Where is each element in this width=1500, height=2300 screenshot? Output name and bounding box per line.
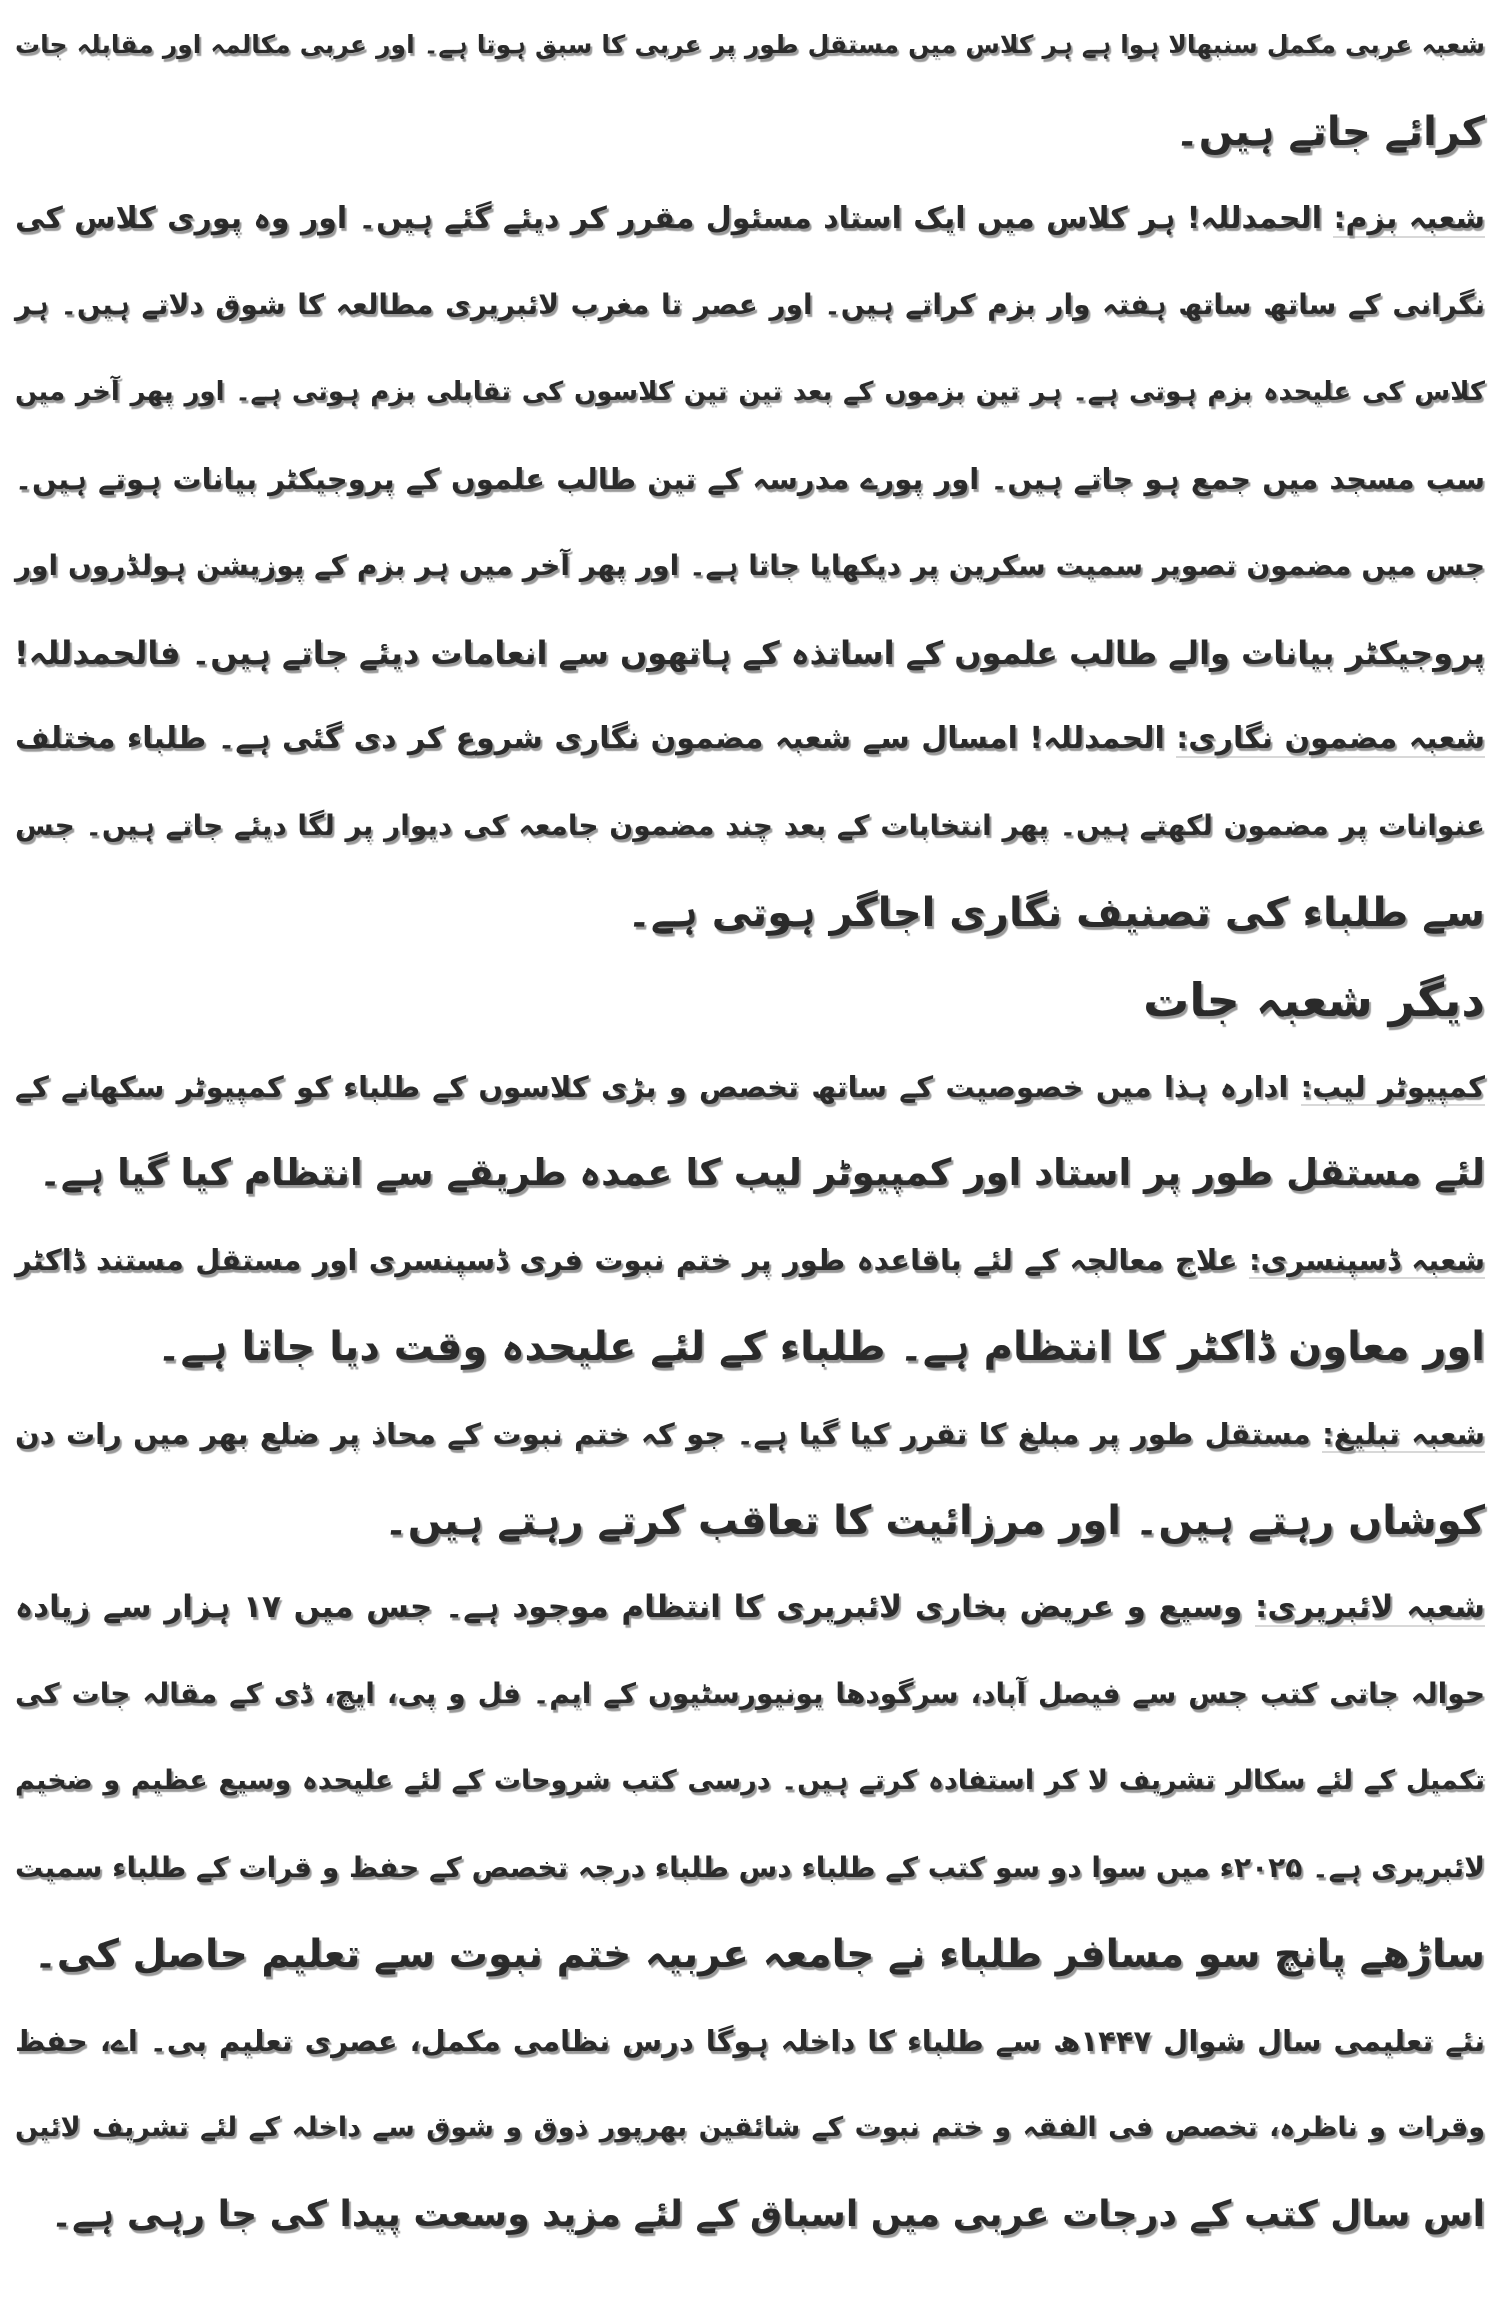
line-text: نئے تعلیمی سال شوال ۱۴۴۷ھ سے طلباء کا داخلہ ہوگا درس نظامی مکمل، عصری تعلیم بی۔ اے، حفظ [15,2024,1485,2059]
line-text: مستقل طور پر مبلغ کا تقرر کیا گیا ہے۔ جو کہ ختم نبوت کے محاذ پر ضلع بھر میں رات دن [15,1416,1323,1451]
line-text: وقرات و ناظرہ، تخصص فی الفقہ و ختم نبوت کے شائقین بھرپور ذوق و شوق سے داخلہ کے لئے تشریف لائیں [15,2112,1485,2144]
line-text: سب مسجد میں جمع ہو جاتے ہیں۔ اور پورے مدرسہ کے تین طالب علموں کے پروجیکٹر بیانات ہوتے ہیں۔ [15,462,1485,496]
text-line [15,1220,1485,1300]
text-line [15,613,1485,693]
text-line [15,179,1485,259]
line-text: اور معاون ڈاکٹر کا انتظام ہے۔ طلباء کے لئے علیحدہ وقت دیا جاتا ہے۔ [157,1324,1485,1370]
text-line [15,2175,1485,2255]
text-line [15,1394,1485,1474]
line-text: نگرانی کے ساتھ ساتھ ہفتہ وار بزم کراتے ہیں۔ اور عصر تا مغرب لائبریری مطالعہ کا شوق دلاتے ہیں۔ ہر [15,288,1485,322]
line-text: ادارہ ہذا میں خصوصیت کے ساتھ تخصص و بڑی کلاسوں کے طلباء کو کمپیوٹر سکھانے کے [15,1069,1301,1104]
line-text: شعبہ عربی مکمل سنبھالا ہوا ہے ہر کلاس میں مستقل طور پر عربی کا سبق ہوتا ہے۔ اور عربی مکالمہ اور مقابلہ جات [15,30,1485,59]
line-text: الحمدللہ! امسال سے شعبہ مضمون نگاری شروع کر دی گئی ہے۔ طلباء مختلف [15,721,1177,757]
text-line [15,2001,1485,2081]
line-text: لائبریری ہے۔ ۲۰۲۵ء میں سوا دو سو کتب کے طلباء دس طلباء درجہ تخصص کے حفظ و قرات کے طلباء سمیت [15,1850,1485,1884]
text-line [15,1915,1485,1995]
line-text: پروجیکٹر بیانات والے طالب علموں کے اساتذہ کے ہاتھوں سے انعامات دیئے جاتے ہیں۔ فالحمدللہ! [13,633,1485,672]
text-line [15,1481,1485,1561]
text-line [15,1047,1485,1127]
line-text: وسیع و عریض بخاری لائبریری کا انتظام موجود ہے۔ جس میں ۱۷ ہزار سے زیادہ [15,1589,1256,1626]
text-line [15,1307,1485,1387]
line-text: کلاس کی علیحدہ بزم ہوتی ہے۔ ہر تین بزموں کے بعد تین تین کلاسوں کی تقابلی بزم ہوتی ہے۔ اور پھر آخر میں [15,377,1485,408]
section-label: شعبہ تبلیغ: [1322,1416,1486,1451]
line-text: کوشاں رہتے ہیں۔ اور مرزائیت کا تعاقب کرتے رہتے ہیں۔ [384,1497,1485,1544]
text-line [15,92,1485,172]
line-text: علاج معالجہ کے لئے باقاعدہ طور پر ختم نبوت فری ڈسپنسری اور مستقل مستند ڈاکٹر [15,1243,1250,1278]
text-line [15,5,1485,85]
line-text: کرائے جاتے ہیں۔ [1175,108,1485,155]
section-label: کمپیوٹر لیب: [1300,1069,1485,1104]
line-text: ساڑھے پانچ سو مسافر طلباء نے جامعہ عربیہ ختم نبوت سے تعلیم حاصل کی۔ [33,1931,1485,1977]
text-line [15,1567,1485,1647]
document-page [15,0,1485,2300]
text-line [15,699,1485,779]
text-line [15,439,1485,519]
section-label: شعبہ مضمون نگاری: [1176,721,1485,757]
text-line [15,873,1485,953]
line-text: لئے مستقل طور پر استاد اور کمپیوٹر لیب کا عمدہ طریقے سے انتظام کیا گیا ہے۔ [39,1151,1485,1195]
text-line [15,1654,1485,1734]
text-line [15,2088,1485,2168]
section-label: شعبہ بزم: [1333,200,1485,236]
text-line [15,1741,1485,1821]
text-line [15,1133,1485,1213]
text-line [15,352,1485,432]
line-text: جس میں مضمون تصویر سمیت سکرین پر دیکھایا جاتا ہے۔ اور پھر آخر میں ہر بزم کے پوزیشن ہولڈروں اور [15,548,1485,582]
text-line [15,786,1485,866]
line-text: سے طلباء کی تصنیف نگاری اجاگر ہوتی ہے۔ [627,890,1485,936]
text-line [15,526,1485,606]
text-line [15,1828,1485,1908]
line-text: عنوانات پر مضمون لکھتے ہیں۔ پھر انتخابات کے بعد چند مضمون جامعہ کی دیوار پر لگا دیئے جاتے ہیں۔ جس [15,809,1485,843]
section-heading [15,960,1485,1040]
line-text: حوالہ جاتی کتب جس سے فیصل آباد، سرگودھا یونیورسٹیوں کے ایم۔ فل و پی، ایچ، ڈی کے مقالہ جات کی [15,1677,1485,1711]
line-text: تکمیل کے لئے سکالر تشریف لا کر استفادہ کرتے ہیں۔ درسی کتب شروحات کے لئے علیحدہ وسیع عظیم و ضخیم [15,1765,1485,1796]
section-label: شعبہ لائبریری: [1255,1589,1485,1626]
line-text: الحمدللہ! ہر کلاس میں ایک استاد مسئول مقرر کر دیئے گئے ہیں۔ اور وہ پوری کلاس کی [15,200,1334,236]
text-line [15,265,1485,345]
line-text: اس سال کتب کے درجات عربی میں اسباق کے لئے مزید وسعت پیدا کی جا رہی ہے۔ [51,2194,1485,2235]
section-label: شعبہ ڈسپنسری: [1249,1243,1485,1278]
line-text: دیگر شعبہ جات [1143,972,1485,1027]
